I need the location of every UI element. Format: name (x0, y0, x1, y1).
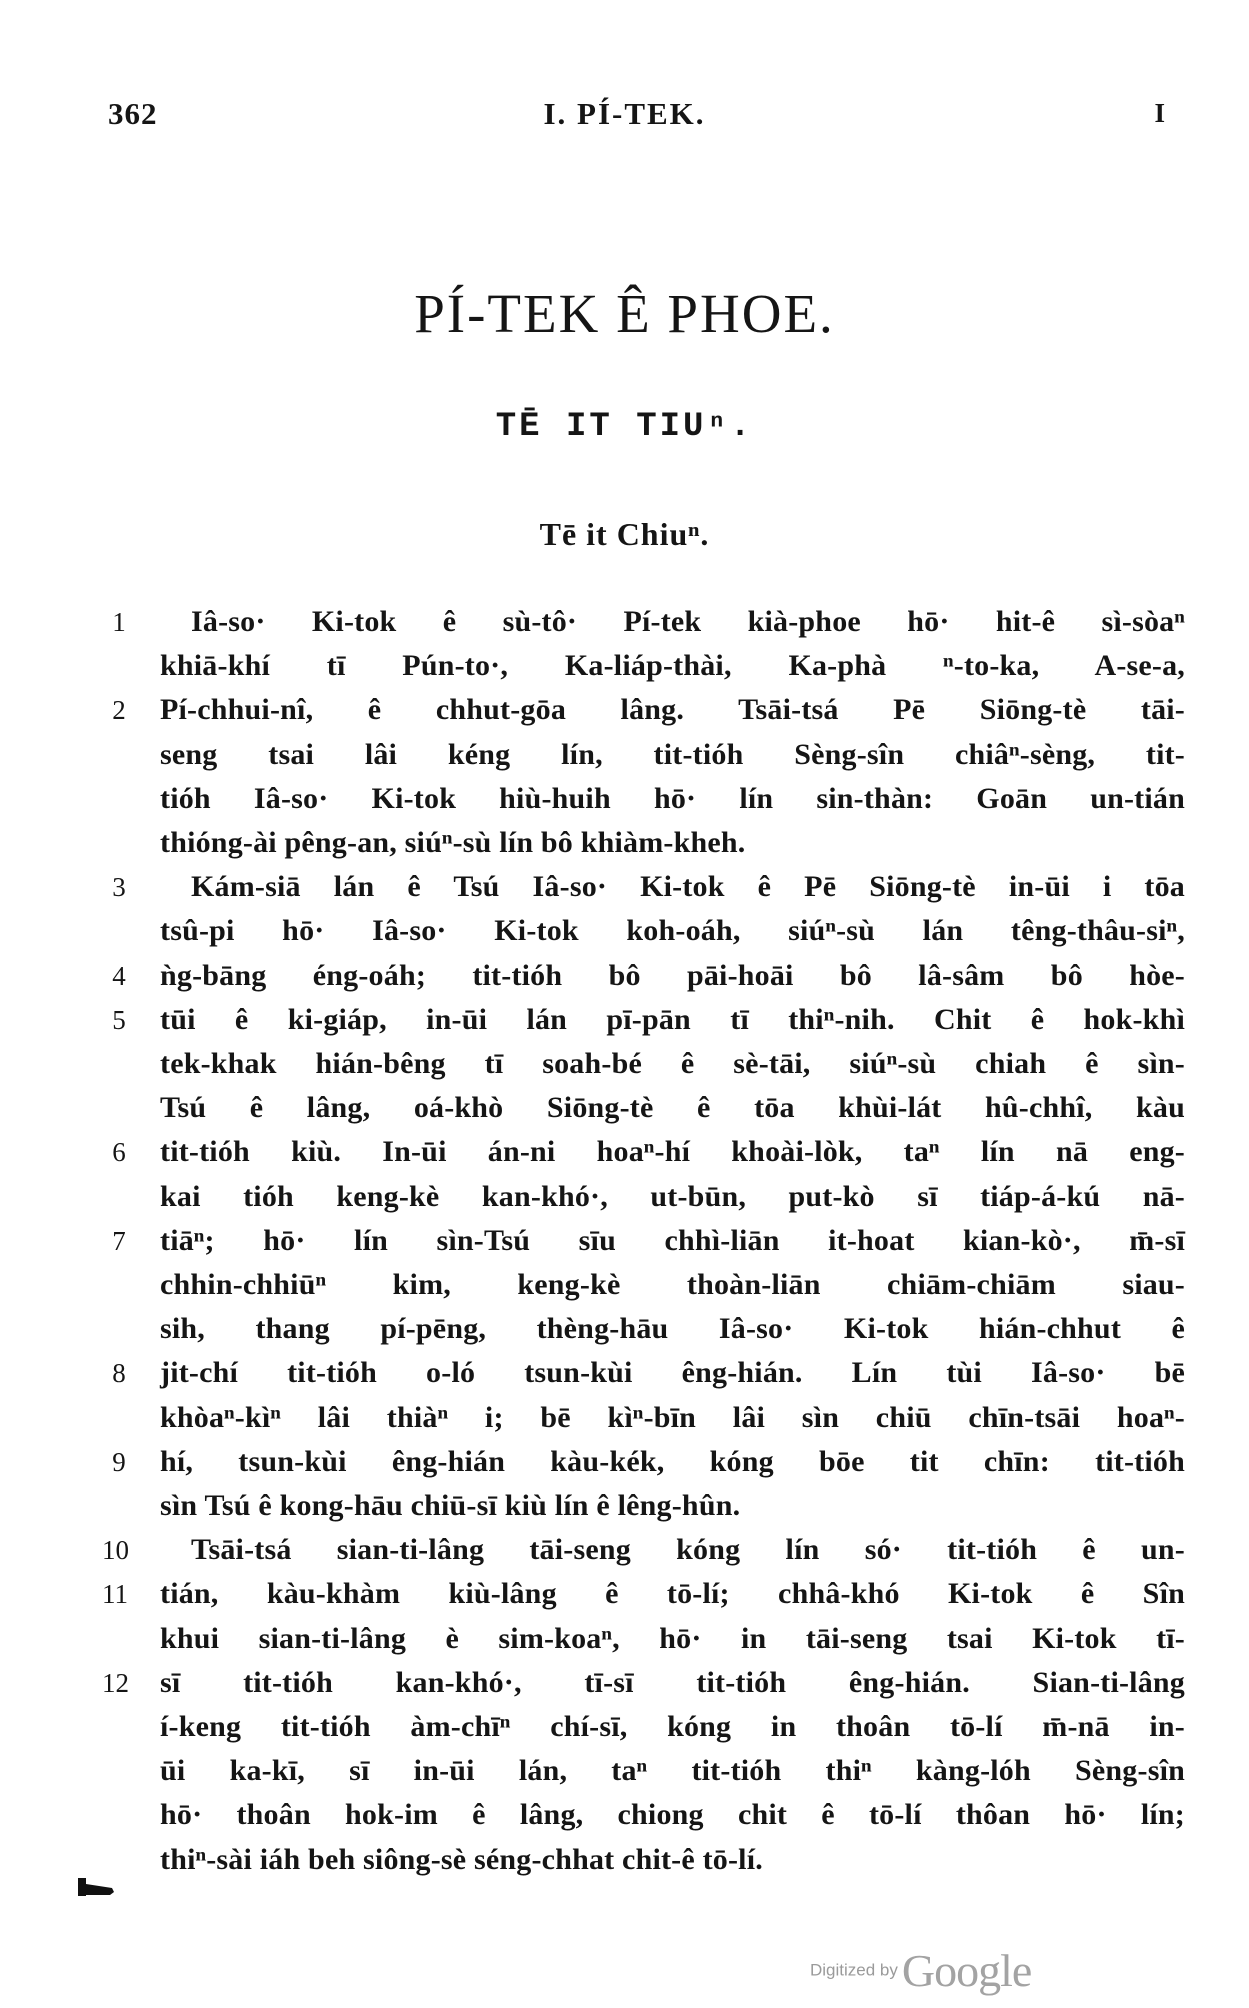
line-text: hō· thoân hok-im ê lâng, chiong chit ê tō-lí thôan hō· lín; (160, 1798, 1185, 1832)
watermark-prefix: Digitized by (810, 1960, 898, 1980)
text-line (0, 1617, 1249, 1661)
text-line (0, 1351, 1249, 1395)
text-line (0, 1263, 1249, 1307)
verse-number: 11 (102, 1579, 128, 1610)
page-number: 362 (108, 96, 158, 131)
text-line (0, 1396, 1249, 1440)
text-line (0, 1440, 1249, 1484)
line-text: jit-chí tit-tióh o-ló tsun-kùi êng-hián. Lín tùi Iâ-so· bē (160, 1356, 1185, 1390)
line-text: tit-tióh kiù. In-ūi án-ni hoaⁿ-hí khoài-lòk, taⁿ lín nā eng- (160, 1135, 1185, 1169)
verse-number: 5 (112, 1004, 126, 1035)
digitized-watermark (810, 1944, 1031, 1997)
text-line (0, 1572, 1249, 1616)
verse-number: 6 (112, 1137, 126, 1168)
text-line (0, 644, 1249, 688)
verse-number: 7 (112, 1225, 126, 1256)
text-line (0, 1528, 1249, 1572)
google-logo: Google (901, 1945, 1032, 1996)
line-text: tián, kàu-khàm kiù-lâng ê tō-lí; chhâ-khó Ki-tok ê Sîn (160, 1577, 1185, 1611)
section-heading: Tē it Chiuⁿ. (539, 516, 710, 552)
verse-number: 4 (112, 960, 126, 991)
text-line (0, 1086, 1249, 1130)
text-line (0, 909, 1249, 953)
text-line (0, 1130, 1249, 1174)
signature-mark: I (1154, 98, 1166, 128)
text-line (0, 1705, 1249, 1749)
text-line (0, 1484, 1249, 1528)
verse-number: 1 (112, 607, 126, 637)
text-line (0, 954, 1249, 998)
line-text: khui sian-ti-lâng è sim-koaⁿ, hō· in tāi-seng tsai Ki-tok tī- (160, 1621, 1185, 1655)
text-line (0, 998, 1249, 1042)
line-text: tsû-pi hō· Iâ-so· Ki-tok koh-oáh, siúⁿ-sù lán têng-thâu-siⁿ, (160, 914, 1185, 948)
text-line (0, 1838, 1249, 1882)
text-line (0, 1307, 1249, 1351)
line-text: ūi ka-kī, sī in-ūi lán, taⁿ tit-tióh thiⁿ kàng-lóh Sèng-sîn (160, 1754, 1185, 1788)
pointing-hand-icon (76, 1876, 116, 1898)
verse-number: 10 (102, 1535, 129, 1566)
text-line (0, 1793, 1249, 1837)
line-text: í-keng tit-tióh àm-chīⁿ chí-sī, kóng in thoân tō-lí m̄-nā in- (160, 1710, 1185, 1743)
text-line (0, 733, 1249, 777)
line-text: kai tióh keng-kè kan-khó·, ut-būn, put-kò sī tiáp-á-kú nā- (160, 1179, 1185, 1213)
line-text: sìn Tsú ê kong-hāu chiū-sī kiù lín ê lêng-hûn. (160, 1489, 741, 1522)
line-text: sih, thang pí-pēng, thèng-hāu Iâ-so· Ki-tok hián-chhut ê (160, 1312, 1185, 1346)
line-text: Tsāi-tsá sian-ti-lâng tāi-seng kóng lín só· tit-tióh ê un- (191, 1533, 1185, 1567)
line-text: Iâ-so· Ki-tok ê sù-tô· Pí-tek kià-phoe hō· hit-ê sì-sòaⁿ (191, 605, 1185, 638)
line-text: seng tsai lâi kéng lín, tit-tióh Sèng-sîn chiâⁿ-sèng, tit- (160, 737, 1185, 771)
line-text: tiāⁿ; hō· lín sìn-Tsú sīu chhì-liān it-hoat kian-kò·, m̄-sī (160, 1223, 1185, 1257)
text-line (0, 821, 1249, 865)
line-text: hí, tsun-kùi êng-hián kàu-kék, kóng bōe tit chīn: tit-tióh (160, 1444, 1185, 1478)
line-text: khiā-khí tī Pún-to·, Ka-liáp-thài, Ka-phà ⁿ-to-ka, A-se-a, (160, 649, 1185, 683)
text-line (0, 1749, 1249, 1793)
text-line (0, 1661, 1249, 1705)
verse-number: 3 (112, 872, 126, 903)
line-text: sī tit-tióh kan-khó·, tī-sī tit-tióh êng-hián. Sian-ti-lâng (160, 1665, 1185, 1699)
text-line (0, 865, 1249, 909)
line-text: tūi ê ki-giáp, in-ūi lán pī-pān tī thiⁿ-nih. Chit ê hok-khì (160, 1002, 1185, 1036)
line-text: chhin-chhiūⁿ kim, keng-kè thoàn-liān chiām-chiām siau- (160, 1268, 1185, 1301)
running-title: I. PÍ-TEK. (543, 96, 706, 131)
line-text: khòaⁿ-kìⁿ lâi thiàⁿ i; bē kìⁿ-bīn lâi sìn chiū chīn-tsāi hoaⁿ- (160, 1400, 1185, 1434)
text-line (0, 1175, 1249, 1219)
text-line (0, 600, 1249, 644)
verse-number: 12 (102, 1667, 129, 1698)
line-text: Pí-chhui-nî, ê chhut-gōa lâng. Tsāi-tsá Pē Siōng-tè tāi- (160, 693, 1185, 727)
line-text: tek-khak hián-bêng tī soah-bé ê sè-tāi, siúⁿ-sù chiah ê sìn- (160, 1047, 1185, 1080)
text-line (0, 1042, 1249, 1086)
text-line (0, 777, 1249, 821)
line-text: Kám-siā lán ê Tsú Iâ-so· Ki-tok ê Pē Siōng-tè in-ūi i tōa (191, 870, 1185, 904)
verse-number: 9 (112, 1446, 126, 1477)
text-line (0, 1219, 1249, 1263)
verse-number: 2 (112, 695, 126, 726)
verse-number: 8 (112, 1358, 126, 1389)
book-title: PÍ-TEK Ê PHOE. (414, 283, 835, 344)
line-text: thiⁿ-sài iáh beh siông-sè séng-chhat chit-ê tō-lí. (160, 1842, 763, 1876)
line-text: thióng-ài pêng-an, siúⁿ-sù lín bô khiàm-kheh. (160, 826, 746, 859)
line-text: Tsú ê lâng, oá-khò Siōng-tè ê tōa khùi-lát hû-chhî, kàu (160, 1091, 1185, 1125)
line-text: tióh Iâ-so· Ki-tok hiù-huih hō· lín sin-thàn: Goān un-tián (160, 781, 1185, 815)
line-text: ǹg-bāng éng-oáh; tit-tióh bô pāi-hoāi bô lâ-sâm bô hòe- (160, 958, 1185, 992)
text-line (0, 688, 1249, 732)
chapter-heading: TĒ IT TIUⁿ. (495, 408, 754, 446)
